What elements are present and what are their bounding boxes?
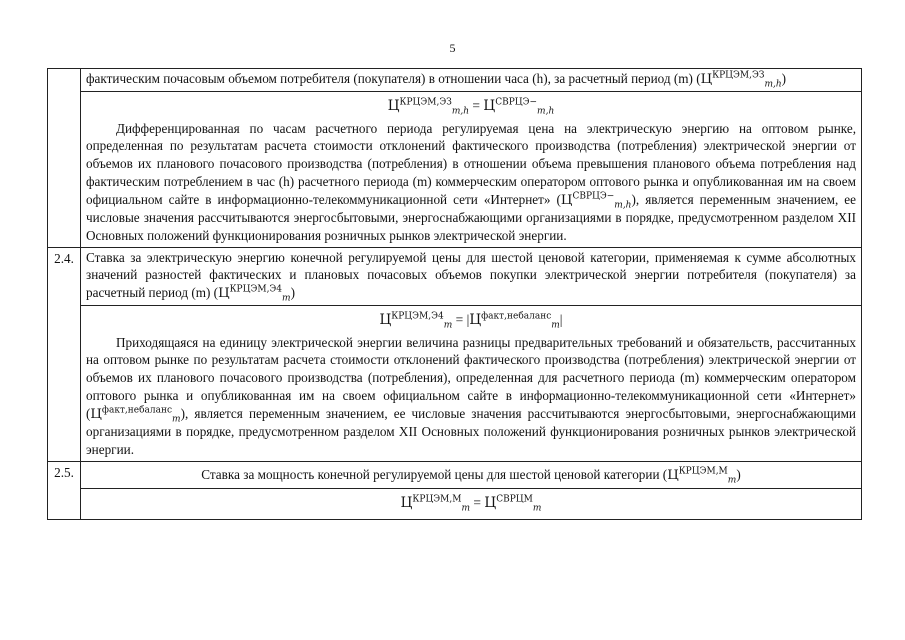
definition-text: Дифференцированная по часам расчетного периода регулируемая цена на электрическую энергию на оптовом рынке, определенная по результатам расчета стоимости отклонений фактического производства (потребления) электрической энергии от объемов их планового почасового производства (потребления) в отношении объема превышения планового объема потребления над фактическим потреблением в час (h) расчетного периода (m) коммерческим оператором оптового рынка и опубликованная им на своем официальном сайте в информационно-телекоммуникационной сети «Интернет» $(Ц^{СВРЦЭ-}_{m,h})$, является переменным значением, ее числовые значения рассчитываются энергосбытовыми, энергоснабжающими организациями в порядке, предусмотренном разделом XII Основных положений функционирования розничных рынков электрической энергии. <box>86 120 857 243</box>
tariff-table <box>47 68 862 520</box>
row-title: Ставка за мощность конечной регулируемой цены для шестой ценовой категории $(Ц^{КРЦЭМ,М}_m)$ <box>201 466 741 486</box>
row-content <box>81 461 862 520</box>
table-row-2-5 <box>48 461 862 520</box>
row-number: 2.5. <box>48 461 81 520</box>
inline-formula-symbol: $Ц^{КРЦЭМ,ЭЗ}_{m,h}$ <box>700 70 782 90</box>
table-row-continuation <box>48 69 862 248</box>
row-title: Ставка за электрическую энергию конечной регулируемой цены для шестой ценовой категории, применяемая к сумме абсолютных значений разностей фактических и плановых почасовых объемов покупки электрической энергии потребителя (покупателя) за расчетный период (m) $(Ц^{КРЦЭМ,Э4}_m)$ <box>86 249 856 304</box>
row-number: 2.4. <box>48 247 81 461</box>
formula-e4: $Ц^{КРЦЭМ,Э4}_m = |Ц^{факт,небаланс}_m|$ <box>81 305 861 333</box>
table-row-2-4 <box>48 247 862 461</box>
row-content <box>81 69 862 248</box>
formula-eee: $Ц^{КРЦЭМ,ЭЗ}_{m,h} = Ц^{СВРЦЭ-}_{m,h}$ <box>81 91 861 119</box>
row-number-empty <box>48 69 81 248</box>
continuation-intro: фактическим почасовым объемом потребителя (покупателя) в отношении часа (h), за расчетный период (m) $(Ц^{КРЦЭМ,ЭЗ}_{m,h})$ <box>86 70 787 90</box>
definition-text: Приходящаяся на единицу электрической энергии величина разницы предварительных требований и обязательств, рассчитанных на оптовом рынке по результатам расчета стоимости отклонений фактического производства (потребления) электрической энергии от объемов их планового почасового производства (потребления), определенная для расчетного периода (m) коммерческим оператором оптового рынка и опубликованная им на своем официальном сайте в информационно-телекоммуникационной сети «Интернет» $(Ц^{факт,небаланс}_m)$, является переменным значением, ее числовые значения рассчитываются энергосбытовыми, энергоснабжающими организациями в порядке, предусмотренном разделом XII Основных положений функционирования розничных рынков электрической энергии. <box>86 334 856 457</box>
page-number: 5 <box>449 41 456 55</box>
row-content <box>81 247 862 461</box>
formula-m: $Ц^{КРЦЭМ,М}_m = Ц^{СВРЦМ}_m$ <box>81 488 861 519</box>
